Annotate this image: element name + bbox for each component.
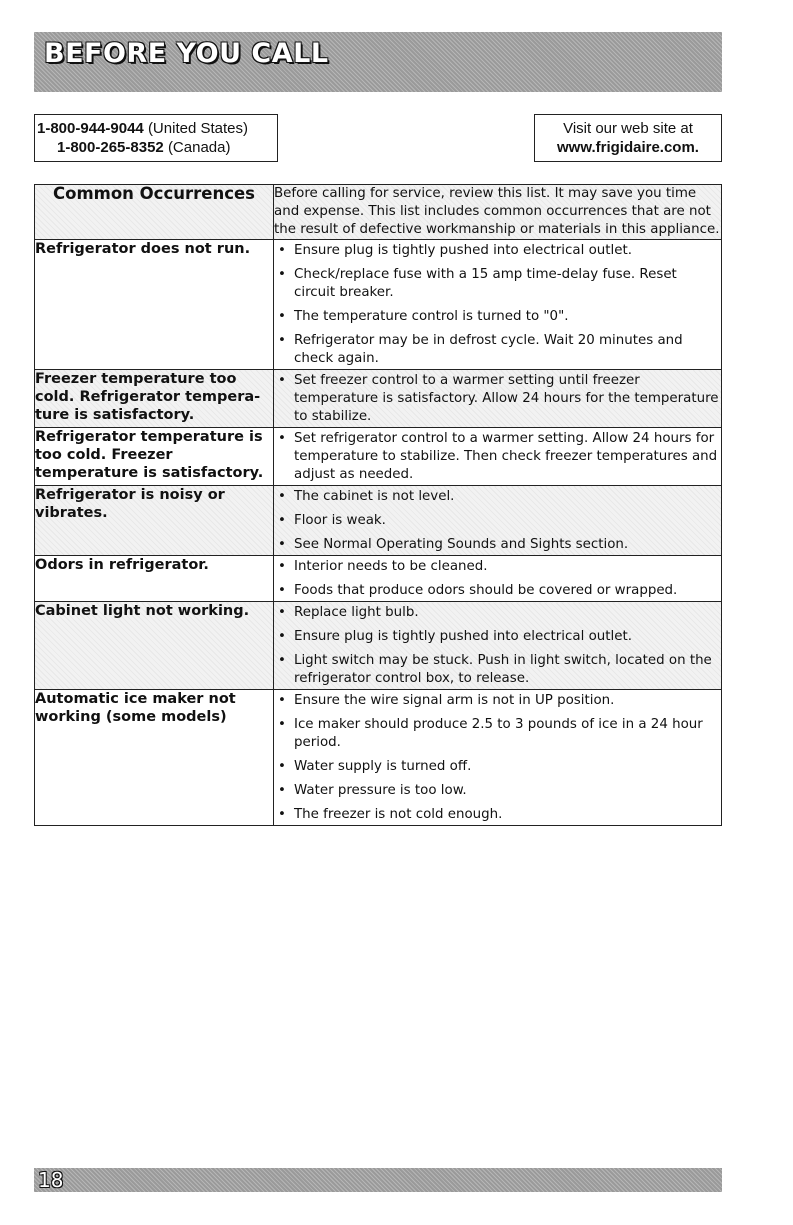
causes-cell bbox=[274, 602, 722, 690]
cause-item: • Refrigerator may be in defrost cycle. Wait 20 minutes and check again. bbox=[274, 332, 721, 368]
website-intro: Visit our web site at bbox=[563, 120, 693, 137]
problem-cell: Freezer temperature too cold. Refrigerator tempera- ture is satisfactory. bbox=[35, 370, 274, 428]
phone-numbers-box bbox=[34, 114, 278, 162]
table-row bbox=[35, 690, 722, 826]
cause-item: • Set freezer control to a warmer setting until freezer temperature is satisfactory. Allow 24 hours for the temperature to stabilize. bbox=[274, 372, 721, 426]
website-url: www.frigidaire.com. bbox=[557, 139, 699, 156]
causes-cell bbox=[274, 690, 722, 826]
cause-item: • The freezer is not cold enough. bbox=[274, 806, 721, 824]
cause-item: • Ensure plug is tightly pushed into electrical outlet. bbox=[274, 628, 721, 646]
table-header-row bbox=[35, 185, 722, 240]
phone-us-number: 1-800-944-9044 bbox=[37, 120, 144, 137]
cause-item: • The temperature control is turned to "0". bbox=[274, 308, 721, 326]
problem-cell: Odors in refrigerator. bbox=[35, 556, 274, 602]
cause-item: • Set refrigerator control to a warmer setting. Allow 24 hours for temperature to stabilize. Then check freezer temperatures and adjust as needed. bbox=[274, 430, 721, 484]
common-occurrences-table bbox=[34, 184, 722, 826]
causes-list bbox=[274, 430, 721, 484]
table-row bbox=[35, 486, 722, 556]
cause-item: • Water supply is turned off. bbox=[274, 758, 721, 776]
cause-item: • See Normal Operating Sounds and Sights section. bbox=[274, 536, 721, 554]
cause-item: • Floor is weak. bbox=[274, 512, 721, 530]
page-number: 18 bbox=[38, 1168, 64, 1192]
phone-ca-label: (Canada) bbox=[167, 139, 231, 156]
cause-item: • Replace light bulb. bbox=[274, 604, 721, 622]
cause-item: • Check/replace fuse with a 15 amp time-delay fuse. Reset circuit breaker. bbox=[274, 266, 721, 302]
problem-cell: Automatic ice maker not working (some models) bbox=[35, 690, 274, 826]
phone-ca-line bbox=[37, 138, 277, 157]
phone-us-label: (United States) bbox=[147, 120, 248, 137]
cause-item: • Ensure plug is tightly pushed into electrical outlet. bbox=[274, 242, 721, 260]
footer-bar bbox=[34, 1168, 722, 1192]
causes-cell bbox=[274, 240, 722, 370]
table-row bbox=[35, 428, 722, 486]
problem-cell: Refrigerator temperature is too cold. Freezer temperature is satisfactory. bbox=[35, 428, 274, 486]
page-title: BEFORE YOU CALL bbox=[44, 38, 329, 69]
problem-cell: Cabinet light not working. bbox=[35, 602, 274, 690]
header-banner bbox=[34, 32, 722, 92]
cause-item: • The cabinet is not level. bbox=[274, 488, 721, 506]
causes-list bbox=[274, 604, 721, 688]
phone-ca-number: 1-800-265-8352 bbox=[57, 139, 164, 156]
table-row bbox=[35, 602, 722, 690]
causes-cell bbox=[274, 428, 722, 486]
website-box bbox=[534, 114, 722, 162]
cause-item: • Interior needs to be cleaned. bbox=[274, 558, 721, 576]
causes-list bbox=[274, 372, 721, 426]
problem-cell: Refrigerator does not run. bbox=[35, 240, 274, 370]
cause-item: • Ice maker should produce 2.5 to 3 pounds of ice in a 24 hour period. bbox=[274, 716, 721, 752]
phone-us-line bbox=[37, 119, 277, 138]
table-heading: Common Occurrences bbox=[35, 185, 274, 240]
cause-item: • Water pressure is too low. bbox=[274, 782, 721, 800]
cause-item: • Foods that produce odors should be covered or wrapped. bbox=[274, 582, 721, 600]
cause-item: • Ensure the wire signal arm is not in UP position. bbox=[274, 692, 721, 710]
causes-list bbox=[274, 488, 721, 554]
cause-item: • Light switch may be stuck. Push in light switch, located on the refrigerator control box, to release. bbox=[274, 652, 721, 688]
table-row bbox=[35, 556, 722, 602]
causes-cell bbox=[274, 556, 722, 602]
causes-cell bbox=[274, 486, 722, 556]
table-intro: Before calling for service, review this list. It may save you time and expense. This list includes common occurrences that are not the result of defective workmanship or materials in this appliance. bbox=[274, 185, 722, 240]
problem-cell: Refrigerator is noisy or vibrates. bbox=[35, 486, 274, 556]
table-row bbox=[35, 240, 722, 370]
causes-cell bbox=[274, 370, 722, 428]
causes-list bbox=[274, 242, 721, 368]
causes-list bbox=[274, 558, 721, 600]
table-row bbox=[35, 370, 722, 428]
causes-list bbox=[274, 692, 721, 824]
